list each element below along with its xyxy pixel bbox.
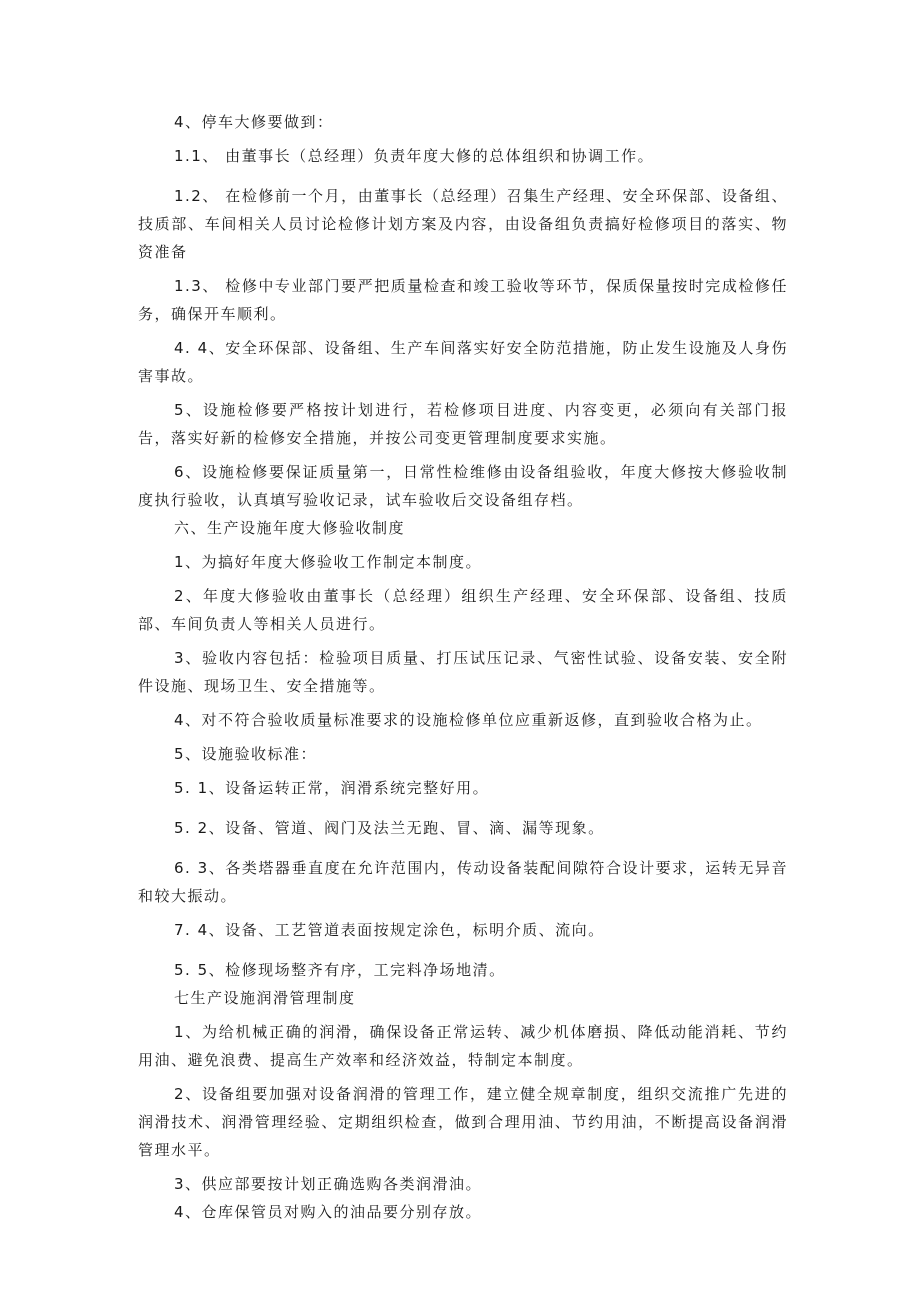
document-body — [138, 108, 788, 1226]
paragraph-1-1: 1.1、 由董事长（总经理）负责年度大修的总体组织和协调工作。 — [174, 147, 655, 165]
paragraph-standard-1: 5. 1、设备运转正常，润滑系统完整好用。 — [174, 779, 490, 797]
paragraph-seven-3: 3、供应部要按计划正确选购各类润滑油。 — [174, 1175, 483, 1193]
paragraph-seven-4: 4、仓库保管员对购入的油品要分别存放。 — [174, 1203, 483, 1221]
paragraph-standard-3: 6. 3、各类塔器垂直度在允许范围内，传动设备装配间隙符合设计要求，运转无异音和较大振动。 — [138, 859, 788, 905]
paragraph-six-3: 3、验收内容包括：检验项目质量、打压试压记录、气密性试验、设备安装、安全附件设施、现场卫生、安全措施等。 — [138, 649, 788, 695]
paragraph-1-2: 1.2、 在检修前一个月，由董事长（总经理）召集生产经理、安全环保部、设备组、技质部、车间相关人员讨论检修计划方案及内容，由设备组负责搞好检修项目的落实、物资准备 — [138, 187, 788, 261]
paragraph-seven-1: 1、为给机械正确的润滑，确保设备正常运转、减少机体磨损、降低动能消耗、节约用油、避免浪费、提高生产效率和经济效益，特制定本制度。 — [138, 1023, 788, 1069]
section-heading-seven: 七生产设施润滑管理制度 — [174, 989, 356, 1007]
section-heading-six: 六、生产设施年度大修验收制度 — [174, 519, 406, 537]
paragraph-standard-2: 5. 2、设备、管道、阀门及法兰无跑、冒、滴、漏等现象。 — [174, 819, 605, 837]
paragraph-4-4: 4. 4、安全环保部、设备组、生产车间落实好安全防范措施，防止发生设施及人身伤害事故。 — [138, 339, 788, 385]
paragraph-5: 5、设施检修要严格按计划进行，若检修项目进度、内容变更，必须向有关部门报告，落实好新的检修安全措施，并按公司变更管理制度要求实施。 — [138, 401, 788, 447]
paragraph-6: 6、设施检修要保证质量第一，日常性检维修由设备组验收，年度大修按大修验收制度执行验收，认真填写验收记录，试车验收后交设备组存档。 — [138, 463, 788, 509]
paragraph-shutdown-overhaul: 4、停车大修要做到： — [174, 113, 334, 131]
paragraph-standard-4: 7. 4、设备、工艺管道表面按规定涂色，标明介质、流向。 — [174, 921, 605, 939]
paragraph-six-5: 5、设施验收标准： — [174, 745, 318, 763]
paragraph-1-3: 1.3、 检修中专业部门要严把质量检查和竣工验收等环节，保质保量按时完成检修任务，确保开车顺利。 — [138, 277, 788, 323]
paragraph-seven-2: 2、设备组要加强对设备润滑的管理工作，建立健全规章制度，组织交流推广先进的润滑技术、润滑管理经验、定期组织检查，做到合理用油、节约用油，不断提高设备润滑管理水平。 — [138, 1085, 788, 1159]
paragraph-six-1: 1、为搞好年度大修验收工作制定本制度。 — [174, 553, 483, 571]
paragraph-six-4: 4、对不符合验收质量标准要求的设施检修单位应重新返修，直到验收合格为止。 — [174, 711, 763, 729]
paragraph-standard-5: 5. 5、检修现场整齐有序，工完料净场地清。 — [174, 961, 506, 979]
paragraph-six-2: 2、年度大修验收由董事长（总经理）组织生产经理、安全环保部、设备组、技质部、车间负责人等相关人员进行。 — [138, 587, 788, 633]
